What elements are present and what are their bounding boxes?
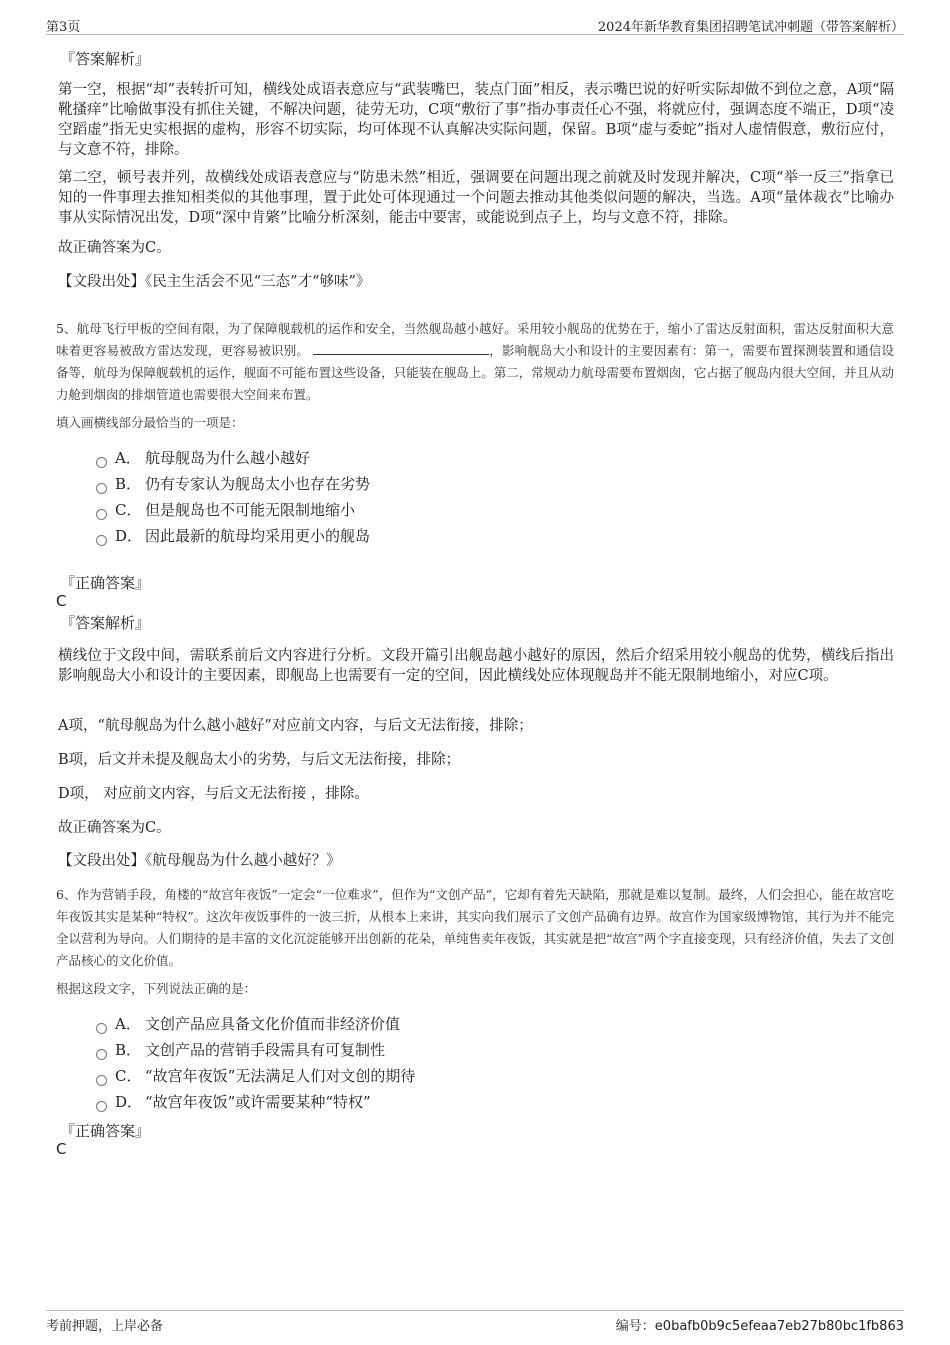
explain-tag: 『答案解析』 <box>60 614 151 632</box>
correct-answer: C <box>56 592 67 610</box>
radio-icon[interactable] <box>96 535 107 546</box>
q6-option-a[interactable]: A． 文创产品应具备文化价值而非经济价值 <box>96 1013 400 1035</box>
document-code: 编号：e0bafb0b9c5efeaa7eb27b80bc1fb863 <box>615 1319 904 1334</box>
explain-paragraph-2: 第二空，顿号表并列，故横线处成语表意应与“防患未然”相近，强调要在问题出现之前就及时发现并解决，C项“举一反三”指拿已知的一件事理去推知相类似的其他事理，置于此处可体现通过一个问题去推动其他类似问题的解决，当选。A项“量体裁衣”比喻办事从实际情况出发，D项“深中肯綮”比喻分析深刻，能击中要害，或能说到点子上，均与文意不符，排除。 <box>58 170 894 226</box>
radio-icon[interactable] <box>96 1075 107 1086</box>
conclusion: 故正确答案为C。 <box>58 240 171 256</box>
q5-explain-a: A项，“航母舰岛为什么越小越好”对应前文内容，与后文无法衔接，排除； <box>58 718 533 734</box>
source-citation: 【文段出处】《航母舰岛为什么越小越好？》 <box>58 853 341 869</box>
source-citation: 【文段出处】《民主生活会不见“三态”才“够味”》 <box>58 274 371 290</box>
q6-option-b[interactable]: B． 文创产品的营销手段需具有可复制性 <box>96 1039 385 1061</box>
answer-tag: 『正确答案』 <box>60 1122 151 1140</box>
answer-blank <box>313 340 489 355</box>
q5-explain-b: B项，后文并未提及舰岛太小的劣势，与后文无法衔接，排除； <box>58 752 461 768</box>
correct-answer: C <box>56 1140 67 1158</box>
radio-icon[interactable] <box>96 483 107 494</box>
question-5-text: 5、航母飞行甲板的空间有限，为了保障舰载机的运作和安全，当然舰岛越小越好。采用较小舰岛的优势在于，缩小了雷达反射面积，雷达反射面积大意味着更容易被敌方雷达发现，更容易被识别。 ，影响舰岛大小和设计的主要因素有：第一，需要布置探测装置和通信设备等，航母为保障舰载机的运作，舰面不可能布置这些设备，只能装在舰岛上。第二，常规动力航母需要布置烟囱，它占据了舰岛内很大空间，并且从动力舱到烟囱的排烟管道也需要很大空间来布置。 <box>56 321 894 402</box>
radio-icon[interactable] <box>96 1023 107 1034</box>
radio-icon[interactable] <box>96 509 107 520</box>
page-header <box>46 14 904 35</box>
q6-option-c[interactable]: C． “故宫年夜饭”无法满足人们对文创的期待 <box>96 1065 415 1087</box>
explain-tag: 『答案解析』 <box>60 50 151 68</box>
question-6-prompt: 根据这段文字，下列说法正确的是： <box>56 981 257 996</box>
radio-icon[interactable] <box>96 1101 107 1112</box>
explain-paragraph-1: 第一空，根据“却”表转折可知，横线处成语表意应与“武装嘴巴，装点门面”相反，表示嘴巴说的好听实际却做不到位之意，A项“隔靴搔痒”比喻做事没有抓住关键，不解决问题，徒劳无功，C项“敷衍了事”指办事责任心不强，将就应付，强调态度不端正，D项“凌空蹈虚”指无史实根据的虚构，形容不切实际，均可体现不认真解决实际问题，保留。B项“虚与委蛇”指对人虚情假意，敷衍应付，与文意不符，排除。 <box>58 82 894 158</box>
answer-tag: 『正确答案』 <box>60 574 151 592</box>
q6-option-d[interactable]: D． “故宫年夜饭”或许需要某种“特权” <box>96 1091 371 1113</box>
question-5-prompt: 填入画横线部分最恰当的一项是： <box>56 415 244 430</box>
page-footer <box>46 1310 904 1333</box>
page-number: 第3页 <box>46 20 81 35</box>
question-6-text: 6、作为营销手段，角楼的“故宫年夜饭”一定会“一位难求”，但作为“文创产品”，它却有着先天缺陷，那就是难以复制。最终，人们会担心，能在故宫吃年夜饭其实是某种“特权”。这次年夜饭事件的一波三折，从根本上来讲，其实向我们展示了文创产品确有边界。故宫作为国家级博物馆，其行为并不能完全以营利为导向。人们期待的是丰富的文化沉淀能够开出创新的花朵，单纯售卖年夜饭，其实就是把“故宫”两个字直接变现，只有经济价值，失去了文创产品核心的文化价值。 <box>56 887 894 968</box>
document-title: 2024年新华教育集团招聘笔试冲刺题（带答案解析） <box>597 20 904 35</box>
radio-icon[interactable] <box>96 1049 107 1060</box>
conclusion: 故正确答案为C。 <box>58 820 171 836</box>
q5-explain-d: D项， 对应前文内容，与后文无法衔接 ，排除。 <box>58 786 369 802</box>
q5-option-c[interactable]: C． 但是舰岛也不可能无限制地缩小 <box>96 499 355 521</box>
q5-option-d[interactable]: D． 因此最新的航母均采用更小的舰岛 <box>96 525 370 547</box>
radio-icon[interactable] <box>96 457 107 468</box>
q5-option-b[interactable]: B． 仍有专家认为舰岛太小也存在劣势 <box>96 473 370 495</box>
q5-option-a[interactable]: A． 航母舰岛为什么越小越好 <box>96 447 310 469</box>
footer-slogan: 考前押题，上岸必备 <box>46 1319 164 1334</box>
q5-explain-1: 横线位于文段中间，需联系前后文内容进行分析。文段开篇引出舰岛越小越好的原因，然后介绍采用较小舰岛的优势，横线后指出影响舰岛大小和设计的主要因素，即舰岛上也需要有一定的空间，因此横线处应体现舰岛并不能无限制地缩小，对应C项。 <box>58 648 894 684</box>
